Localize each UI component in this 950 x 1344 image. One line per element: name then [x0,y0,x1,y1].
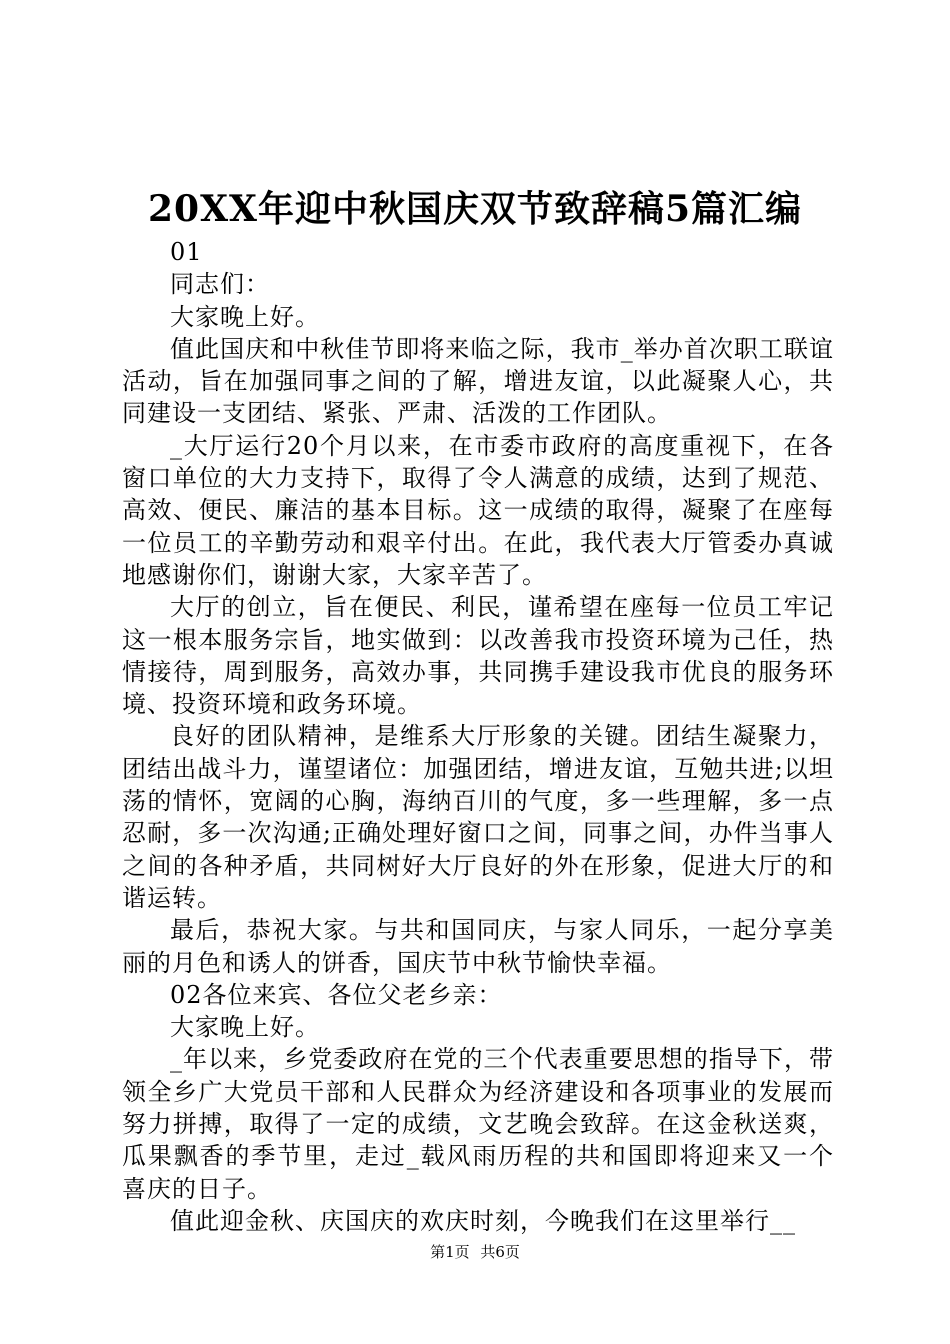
paragraph-body: 良好的团队精神，是维系大厅形象的关键。团结生凝聚力，团结出战斗力，谨望诸位：加强团结，增进友谊，互勉共进;以坦荡的情怀，宽阔的心胸，海纳百川的气度，多一些理解，多一点忍耐，多一次沟通;正确处理好窗口之间，同事之间，办件当事人之间的各种矛盾，共同树好大厅良好的外在形象，促进大厅的和谐运转。 [122,722,834,912]
document-title: 20XX年迎中秋国庆双节致辞稿5篇汇编 [147,188,802,230]
document-body [122,236,834,1237]
paragraph-greeting: 大家晚上好。 [170,1013,320,1042]
page-number: 第1页 [430,1243,470,1261]
paragraph-body: 值此国庆和中秋佳节即将来临之际，我市_举办首次职工联谊活动，旨在加强同事之间的了解，增进友谊，以此凝聚人心，共同建设一支团结、紧张、严肃、活泼的工作团队。 [122,334,834,428]
page-total: 共6页 [480,1243,520,1261]
page-footer [0,1242,950,1262]
paragraph-section-number-01: 01 [170,238,203,266]
paragraph-section-02-salutation: 02各位来宾、各位父老乡亲： [170,980,503,1009]
paragraph-body: 值此迎金秋、庆国庆的欢庆时刻，今晚我们在这里举行__ [170,1206,796,1235]
paragraph-salutation: 同志们： [170,270,270,299]
paragraph-body: _大厅运行20个月以来，在市委市政府的高度重视下，在各窗口单位的大力支持下，取得了令人满意的成绩，达到了规范、高效、便民、廉洁的基本目标。这一成绩的取得，凝聚了在座每一位员工的辛勤劳动和艰辛付出。在此，我代表大厅管委办真诚地感谢你们，谢谢大家，大家辛苦了。 [122,431,834,589]
paragraph-greeting: 大家晚上好。 [170,302,320,331]
paragraph-body: 大厅的创立，旨在便民、利民，谨希望在座每一位员工牢记这一根本服务宗旨，地实做到：以改善我市投资环境为己任，热情接待，周到服务，高效办事，共同携手建设我市优良的服务环境、投资环境和政务环境。 [122,593,834,719]
paragraph-body: _年以来，乡党委政府在党的三个代表重要思想的指导下，带领全乡广大党员干部和人民群众为经济建设和各项事业的发展而努力拼搏，取得了一定的成绩，文艺晚会致辞。在这金秋送爽，瓜果飘香的季节里，走过_载风雨历程的共和国即将迎来又一个喜庆的日子。 [122,1045,834,1203]
paragraph-closing: 最后，恭祝大家。与共和国同庆，与家人同乐，一起分享美丽的月色和诱人的饼香，国庆节中秋节愉快幸福。 [122,916,834,977]
